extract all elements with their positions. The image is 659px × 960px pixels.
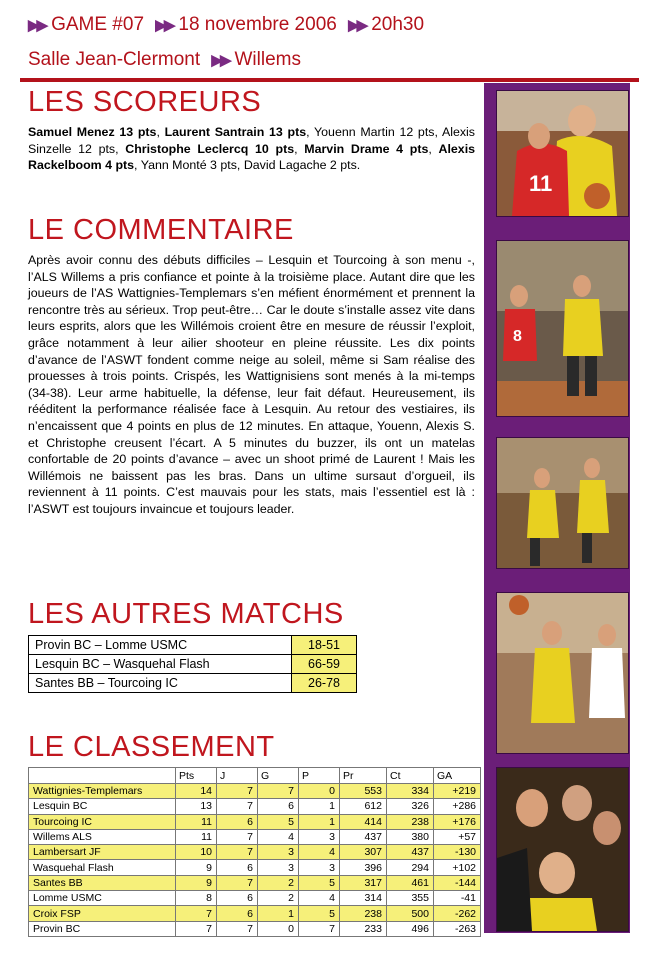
cell-team: Willems ALS [29, 829, 176, 844]
table-row [29, 891, 481, 906]
photo-player-11 [496, 90, 629, 217]
match-label: Santes BB – Tourcoing IC [29, 674, 292, 693]
cell-ct: 334 [387, 784, 434, 799]
cell-ga: +57 [434, 829, 481, 844]
cell-ct: 294 [387, 860, 434, 875]
cell-ga: +286 [434, 799, 481, 814]
cell-j: 6 [217, 860, 258, 875]
cell-ct: 380 [387, 829, 434, 844]
table-row [29, 875, 481, 890]
cell-pr: 238 [340, 906, 387, 921]
cell-pts: 13 [176, 799, 217, 814]
match-score: 66-59 [292, 655, 357, 674]
venue: Salle Jean-Clermont [28, 49, 201, 70]
cell-pr: 307 [340, 845, 387, 860]
cell-g: 2 [258, 891, 299, 906]
cell-pts: 9 [176, 875, 217, 890]
cell-team: Provin BC [29, 921, 176, 936]
cell-p: 4 [299, 845, 340, 860]
cell-team: Tourcoing IC [29, 814, 176, 829]
cell-team: Wattignies-Templemars [29, 784, 176, 799]
double-arrow-icon: ▶▶ [348, 17, 366, 34]
cell-pts: 11 [176, 829, 217, 844]
cell-j: 7 [217, 921, 258, 936]
scoreurs-list: Samuel Menez 13 pts, Laurent Santrain 13 pts, Youenn Martin 12 pts, Alexis Sinzelle 12 pts, Christophe Leclercq 10 pts, Marvin Drame 4 pts, Alexis Rackelboom 4 pts, Yann Monté 3 pts, David Lagache 2 pts. [28, 125, 476, 173]
double-arrow-icon: ▶▶ [28, 17, 46, 34]
cell-j: 6 [217, 891, 258, 906]
scoreur-entry: Alexis Sinzelle 12 pts [28, 125, 475, 156]
classement-table [28, 767, 481, 937]
table-row [29, 814, 481, 829]
cell-pts: 7 [176, 906, 217, 921]
column-header: G [258, 768, 299, 784]
table-row [29, 799, 481, 814]
cell-j: 6 [217, 906, 258, 921]
photo-game-action [496, 437, 629, 569]
cell-g: 3 [258, 845, 299, 860]
cell-team: Croix FSP [29, 906, 176, 921]
game-date: 18 novembre 2006 [178, 14, 337, 35]
cell-ga: +176 [434, 814, 481, 829]
table-row [29, 829, 481, 844]
cell-team: Wasquehal Flash [29, 860, 176, 875]
cell-g: 4 [258, 829, 299, 844]
cell-pr: 612 [340, 799, 387, 814]
game-time: 20h30 [371, 14, 425, 35]
double-arrow-icon: ▶▶ [211, 52, 229, 69]
header-divider [20, 78, 639, 82]
cell-ct: 326 [387, 799, 434, 814]
scoreur-entry: Marvin Drame 4 pts [304, 141, 429, 156]
section-title-classement: LE CLASSEMENT [28, 731, 275, 763]
cell-g: 5 [258, 814, 299, 829]
cell-pts: 10 [176, 845, 217, 860]
jersey-number: 11 [529, 171, 553, 196]
photo-player-8 [496, 240, 629, 417]
opponent: Willems [234, 49, 301, 70]
cell-ga: -144 [434, 875, 481, 890]
table-row [29, 906, 481, 921]
cell-p: 0 [299, 784, 340, 799]
cell-pts: 9 [176, 860, 217, 875]
cell-pr: 414 [340, 814, 387, 829]
cell-pr: 437 [340, 829, 387, 844]
cell-pts: 8 [176, 891, 217, 906]
table-row [29, 921, 481, 936]
scoreur-entry: Samuel Menez 13 pts [28, 125, 157, 139]
section-title-scoreurs: LES SCOREURS [28, 86, 262, 118]
photo-team-celebration [496, 767, 629, 932]
cell-ct: 355 [387, 891, 434, 906]
cell-pts: 11 [176, 814, 217, 829]
cell-p: 7 [299, 921, 340, 936]
double-arrow-icon: ▶▶ [155, 17, 173, 34]
scoreur-entry: Christophe Leclercq 10 pts [125, 141, 295, 156]
cell-j: 7 [217, 845, 258, 860]
column-header: Ct [387, 768, 434, 784]
column-header: Pr [340, 768, 387, 784]
cell-p: 5 [299, 875, 340, 890]
header-line-2 [28, 49, 301, 71]
scoreur-entry: David Lagache 2 pts. [243, 158, 361, 173]
cell-p: 3 [299, 860, 340, 875]
scoreur-entry: Alexis Rackelboom 4 pts [28, 141, 476, 173]
section-title-autres-matchs: LES AUTRES MATCHS [28, 598, 344, 630]
jersey-number: 8 [513, 328, 522, 345]
cell-ct: 461 [387, 875, 434, 890]
cell-team: Santes BB [29, 875, 176, 890]
header-line-1 [28, 14, 424, 36]
scoreur-entry: Laurent Santrain 13 pts [164, 125, 307, 139]
cell-ct: 496 [387, 921, 434, 936]
cell-p: 1 [299, 814, 340, 829]
cell-pr: 314 [340, 891, 387, 906]
section-title-commentaire: LE COMMENTAIRE [28, 214, 294, 246]
autres-matchs-table [28, 635, 357, 693]
commentaire-text: Après avoir connu des débuts difficiles – Lesquin et Tourcoing à son menu -, l’ALS Willems a pris confiance et pointe à la troisième place. Autant dire que les joueurs de l’AS Wattignies-Templemars s’en méfient énormément et prennent la rencontre très au sérieux. Trop peut-être… Car le doute s’installe assez vite dans leurs esprits, alors que les Willémois croient être en mesure de réussir l’exploit, grâce notamment à leur ailier shooteur en pleine réussite. Les dix points d’avance de l’ASWT fondent comme neige au soleil, même si Sam réalise des prouesses à trois points. Crispés, les Wattignisiens sont menés à la mi-temps (34-38). Leur arme habituelle, la défense, leur fait défaut. Heureusement, ils rééditent la performance réalisée face à Lesquin. Au retour des vestiaires, ils n’encaissent que 4 points en plus de 12 minutes. En attaque, Youenn, Alexis S. et Christophe creusent l’écart. A 5 minutes du buzzer, ils ont un matelas confortable de 20 points d’avance – avec un shoot primé de Laurent ! Mais les Willémois ne baissent pas les bras. Dans un ultime sursaut d’orgueil, ils reviennent à 11 points. C’est mauvais pour les stats, mais l’essentiel est là : l’ASWT est toujours invaincue et toujours leader. [28, 253, 475, 516]
cell-ga: -130 [434, 845, 481, 860]
cell-pr: 317 [340, 875, 387, 890]
cell-pts: 7 [176, 921, 217, 936]
table-row [29, 655, 357, 674]
cell-ga: -263 [434, 921, 481, 936]
table-row [29, 784, 481, 799]
cell-ga: -41 [434, 891, 481, 906]
scoreur-entry: Youenn Martin 12 pts [314, 125, 435, 139]
cell-pr: 396 [340, 860, 387, 875]
cell-g: 3 [258, 860, 299, 875]
table-row [29, 636, 357, 655]
cell-p: 3 [299, 829, 340, 844]
cell-g: 6 [258, 799, 299, 814]
cell-pr: 553 [340, 784, 387, 799]
cell-j: 6 [217, 814, 258, 829]
cell-team: Lomme USMC [29, 891, 176, 906]
cell-p: 4 [299, 891, 340, 906]
table-row [29, 860, 481, 875]
cell-j: 7 [217, 799, 258, 814]
cell-team: Lambersart JF [29, 845, 176, 860]
match-label: Lesquin BC – Wasquehal Flash [29, 655, 292, 674]
column-header: P [299, 768, 340, 784]
cell-g: 0 [258, 921, 299, 936]
cell-g: 7 [258, 784, 299, 799]
scoreur-entry: Yann Monté 3 pts [140, 158, 237, 173]
cell-ga: +219 [434, 784, 481, 799]
column-header: Pts [176, 768, 217, 784]
cell-pr: 233 [340, 921, 387, 936]
cell-ga: +102 [434, 860, 481, 875]
cell-pts: 14 [176, 784, 217, 799]
cell-j: 7 [217, 784, 258, 799]
cell-j: 7 [217, 875, 258, 890]
match-label: Provin BC – Lomme USMC [29, 636, 292, 655]
column-header: GA [434, 768, 481, 784]
cell-g: 1 [258, 906, 299, 921]
cell-p: 1 [299, 799, 340, 814]
cell-ga: -262 [434, 906, 481, 921]
cell-j: 7 [217, 829, 258, 844]
game-number: GAME #07 [51, 14, 145, 35]
cell-team: Lesquin BC [29, 799, 176, 814]
column-header [29, 768, 176, 784]
column-header: J [217, 768, 258, 784]
table-row [29, 674, 357, 693]
match-score: 26-78 [292, 674, 357, 693]
cell-ct: 500 [387, 906, 434, 921]
table-row [29, 845, 481, 860]
cell-ct: 437 [387, 845, 434, 860]
cell-ct: 238 [387, 814, 434, 829]
cell-p: 5 [299, 906, 340, 921]
photo-layup [496, 592, 629, 754]
match-score: 18-51 [292, 636, 357, 655]
cell-g: 2 [258, 875, 299, 890]
